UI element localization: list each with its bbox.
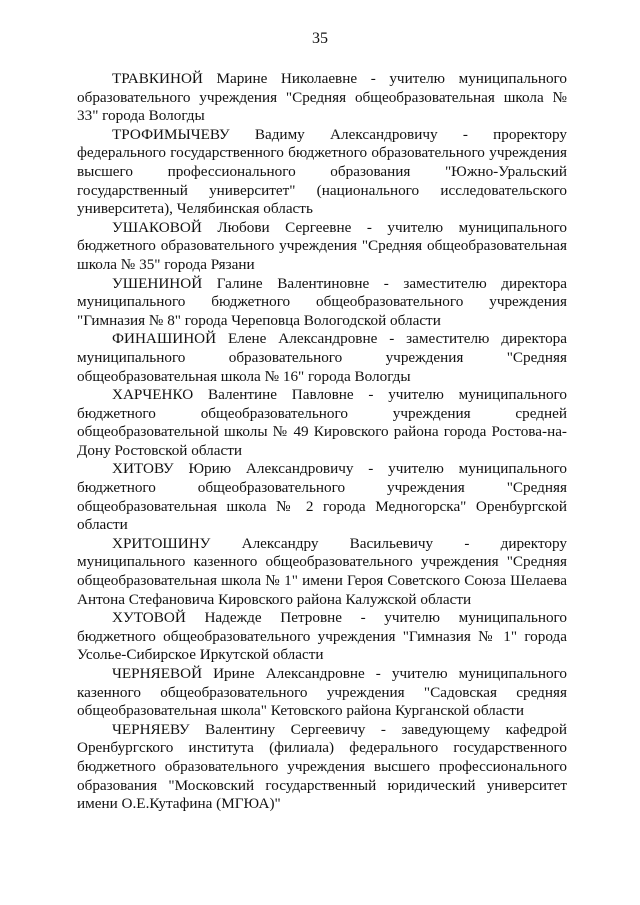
award-entry: ЧЕРНЯЕВУ Валентину Сергеевичу - заведующему кафедрой Оренбургского института (филиала) федерального государственного бюджетного образовательного учреждения высшего профессионального образования "Московский государственный юридический университет имени О.Е.Кутафина (МГЮА)" (77, 720, 567, 813)
award-entry: ФИНАШИНОЙ Елене Александровне - заместителю директора муниципального образовательного учреждения "Средняя общеобразовательная школа № 16" города Вологды (77, 330, 567, 385)
document-body (77, 70, 567, 814)
award-entry: ХУТОВОЙ Надежде Петровне - учителю муниципального бюджетного общеобразовательного учреждения "Гимназия № 1" города Усолье-Сибирское Иркутской области (77, 609, 567, 664)
award-entry: ТРОФИМЫЧЕВУ Вадиму Александровичу - проректору федерального государственного бюджетного образовательного учреждения высшего профессионального образования "Южно-Уральский государственный университет" (национального исследовательского университета), Челябинская область (77, 125, 567, 218)
award-entry: ЧЕРНЯЕВОЙ Ирине Александровне - учителю муниципального казенного общеобразовательного учреждения "Садовская средняя общеобразовательная школа" Кетовского района Курганской области (77, 665, 567, 720)
award-entry: ХАРЧЕНКО Валентине Павловне - учителю муниципального бюджетного общеобразовательного учреждения средней общеобразовательной школы № 49 Кировского района города Ростова-на-Дону Ростовской области (77, 386, 567, 459)
award-entry: ХИТОВУ Юрию Александровичу - учителю муниципального бюджетного общеобразовательного учреждения "Средняя общеобразовательная школа № 2 города Медногорска" Оренбургской области (77, 460, 567, 534)
award-entry: ТРАВКИНОЙ Марине Николаевне - учителю муниципального образовательного учреждения "Средняя общеобразовательная школа № 33" города Вологды (77, 70, 567, 125)
award-entry: УШАКОВОЙ Любови Сергеевне - учителю муниципального бюджетного образовательного учреждения "Средняя общеобразовательная школа № 35" города Рязани (77, 218, 567, 273)
award-entry: УШЕНИНОЙ Галине Валентиновне - заместителю директора муниципального бюджетного общеобразовательного учреждения "Гимназия № 8" города Череповца Вологодской области (77, 274, 567, 329)
award-entry: ХРИТОШИНУ Александру Васильевичу - директору муниципального казенного общеобразовательного учреждения "Средняя общеобразовательная школа № 1" имени Героя Советского Союза Шелаева Антона Стефановича Кировского района Калужской области (77, 534, 567, 608)
page-number: 35 (312, 30, 328, 47)
